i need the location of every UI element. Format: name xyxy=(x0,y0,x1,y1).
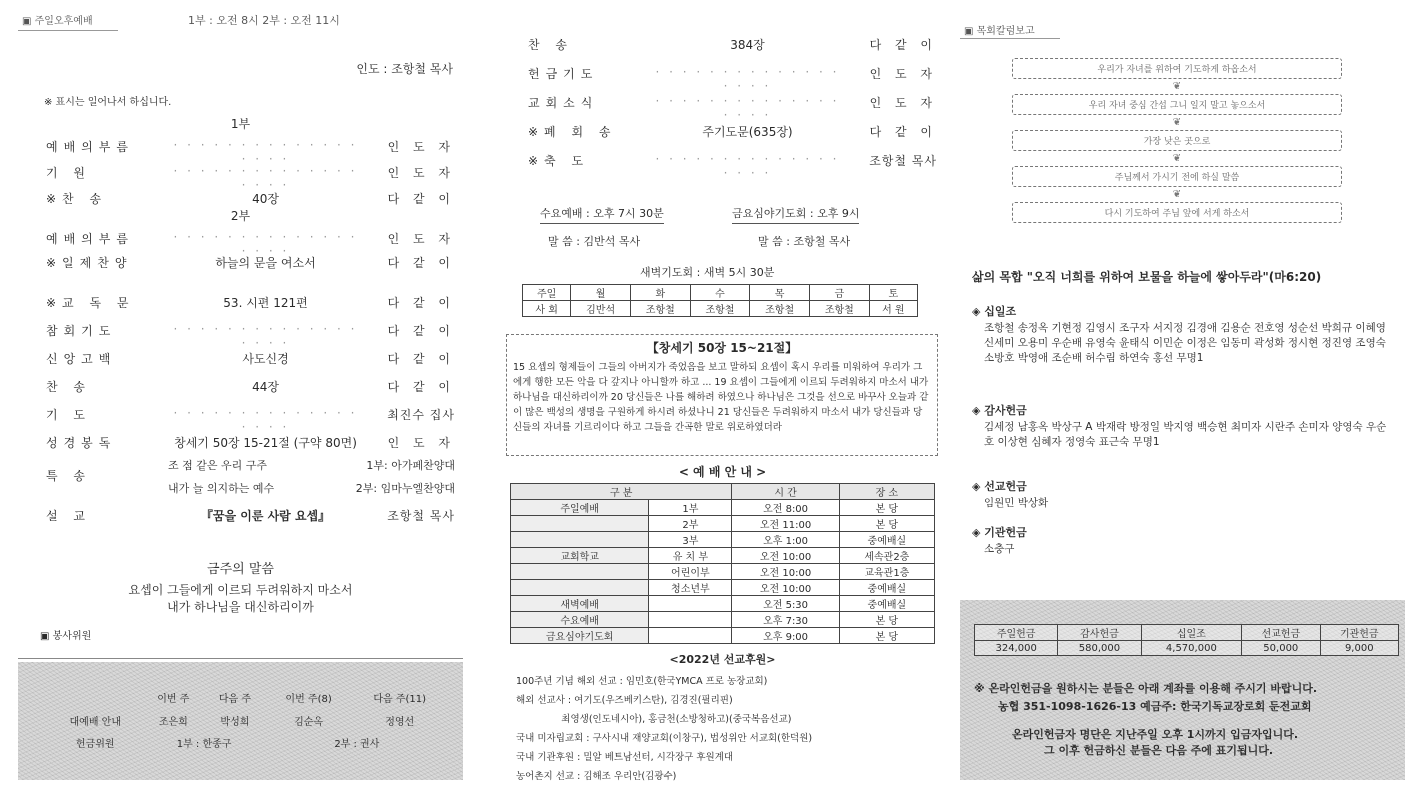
order-label: 찬 송 xyxy=(528,38,573,52)
dawn-leader: 조항철 xyxy=(750,301,810,317)
servants-bottom-label: 헌금위원 xyxy=(75,739,115,750)
ornament-icon: ❦ xyxy=(1172,153,1182,164)
divider xyxy=(960,38,1060,39)
guide-row xyxy=(511,612,935,628)
diamond-bullet-icon: ◈ xyxy=(972,526,985,539)
order-content: · · · · · · · · · · · · · · · · · · xyxy=(655,152,840,180)
order-leader: 다 같 이 xyxy=(869,125,937,139)
guide-cell: 중예배실 xyxy=(839,580,934,596)
guide-row xyxy=(511,516,935,532)
guide-row xyxy=(511,628,935,644)
order-leader: 인 도 자 xyxy=(387,436,455,450)
guide-cell: 어린이부 xyxy=(649,564,732,580)
wednesday-speaker: 말 씀 : 김반석 목사 xyxy=(548,235,641,248)
column-card-text: 주님께서 가시기 전에 하실 말씀 xyxy=(1114,173,1240,183)
order-content: 384장 xyxy=(730,38,765,52)
guide-cell xyxy=(649,612,732,628)
weekly-verse-line1: 요셉이 그들에게 이르되 두려워하지 마소서 xyxy=(128,583,353,597)
section-header xyxy=(964,22,1035,37)
order-content: 주기도문(635장) xyxy=(702,125,793,139)
wednesday-service: 수요예배 : 오후 7시 30분 xyxy=(540,205,664,224)
dawn-leader: 김반석 xyxy=(571,301,631,317)
sermon-title: 『꿈을 이룬 사람 요셉』 xyxy=(200,509,331,523)
guide-cell: 본 당 xyxy=(839,516,934,532)
mission-list xyxy=(516,672,936,786)
order-label: 참회기도 xyxy=(46,324,117,338)
order-leader: 조항철 목사 xyxy=(869,154,937,168)
order-content: 하늘의 문을 여소서 xyxy=(215,256,316,270)
worship-guide-title: < 예 배 안 내 > xyxy=(678,465,767,479)
header-bullet-icon: ▣ xyxy=(22,16,32,27)
servants-val-4: 정영선 xyxy=(385,716,415,728)
order-content: · · · · · · · · · · · · · · · · · · xyxy=(173,164,358,192)
order-row xyxy=(18,322,463,350)
order-content: 44장 xyxy=(252,380,279,394)
guide-cell: 오전 8:00 xyxy=(732,500,839,516)
order-content: · · · · · · · · · · · · · · · · · · xyxy=(655,65,840,93)
guide-head-time: 시 간 xyxy=(732,484,839,500)
column-announcements xyxy=(500,0,945,797)
section-header xyxy=(22,12,93,27)
mission-item: 국내 기관후원 : 밀알 베트남선터, 시각장구 후원계대 xyxy=(516,752,734,763)
ornament-icon: ❦ xyxy=(1172,189,1182,200)
friday-service: 금요심야기도회 : 오후 9시 xyxy=(732,205,859,224)
offering-section-label: 선교헌금 xyxy=(984,480,1027,493)
order-row xyxy=(18,254,463,274)
column-card-text: 가장 낮은 곳으로 xyxy=(1143,137,1211,147)
column-order-of-worship xyxy=(18,0,463,797)
guide-cell xyxy=(511,564,649,580)
dawn-day: 수 xyxy=(690,285,750,301)
order-label: 성경봉독 xyxy=(46,436,117,450)
dawn-leader: 조항철 xyxy=(809,301,869,317)
order-row xyxy=(18,190,463,210)
guide-cell: 오전 10:00 xyxy=(732,580,839,596)
order-row xyxy=(500,65,945,93)
servants-col-4: 다음 주(11) xyxy=(373,694,427,705)
order-row xyxy=(500,152,945,180)
column-cards xyxy=(1012,58,1342,233)
sermon-preacher: 조항철 목사 xyxy=(387,509,455,523)
diamond-bullet-icon: ◈ xyxy=(972,305,985,318)
leader-label: 인도 : 조항철 목사 xyxy=(356,62,453,76)
guide-cell: 교육관1층 xyxy=(839,564,934,580)
servants-icon: ▣ xyxy=(40,631,50,642)
guide-cell: 세속관2층 xyxy=(839,548,934,564)
order-row xyxy=(18,434,463,454)
order-label: ※폐 회 송 xyxy=(528,125,617,139)
order-row xyxy=(18,406,463,434)
order-leader: 인 도 자 xyxy=(387,140,455,154)
offering-section-names: 조항철 송정옥 기현정 김영시 조구자 서지정 김경애 김용순 전호영 성순선 박희규 이혜영 신세미 오용미 우순배 유영숙 윤태식 이민순 이정은 임동미 곽성화 정시현 정진영 조영숙 소방호 박영애 조순배 허수림 하연숙 홍선 무명1 xyxy=(984,322,1386,364)
order-label: ※찬 송 xyxy=(46,192,108,206)
servants-val-3: 김순옥 xyxy=(294,716,324,728)
bank-account: 농협 351-1098-1626-13 예금주: 한국기독교장로회 둔전교회 xyxy=(998,700,1312,713)
order-content: 40장 xyxy=(252,192,279,206)
dawn-prayer-title: 새벽기도회 : 새벽 5시 30분 xyxy=(640,266,775,279)
totals-value-cell: 324,000 xyxy=(975,641,1058,656)
weekly-verse-line2: 내가 하나님을 대신하리이까 xyxy=(167,600,314,614)
totals-head-cell: 주일헌금 xyxy=(975,625,1058,641)
guide-cell: 중예배실 xyxy=(839,596,934,612)
order-row xyxy=(18,350,463,370)
guide-row xyxy=(511,580,935,596)
offering-section-title xyxy=(972,402,1027,418)
order-leader: 최진수 집사 xyxy=(387,408,455,422)
guide-row xyxy=(511,500,935,516)
table-cell xyxy=(48,690,143,705)
totals-head-cell: 선교헌금 xyxy=(1242,625,1320,641)
order-label: 기 도 xyxy=(46,408,91,422)
online-offering-note1: 온라인헌금자 명단은 지난주일 오후 1시까지 입금자입니다. xyxy=(1012,728,1299,741)
offering-section-names: 임원민 박상화 xyxy=(984,497,1049,509)
guide-cell xyxy=(649,628,732,644)
guide-cell: 금요심야기도회 xyxy=(511,628,649,644)
servants-bottom-1: 1부 : 한종구 xyxy=(176,739,232,750)
dawn-leader: 서 원 xyxy=(869,301,917,317)
part1-title: 1부 xyxy=(230,117,251,131)
guide-cell: 교회학교 xyxy=(511,548,649,564)
guide-row xyxy=(511,532,935,548)
servants-table xyxy=(48,690,448,750)
guide-cell: 오후 7:30 xyxy=(732,612,839,628)
order-row xyxy=(18,230,463,258)
guide-cell: 중예배실 xyxy=(839,532,934,548)
guide-row xyxy=(511,548,935,564)
order-row xyxy=(500,36,945,56)
guide-cell xyxy=(511,580,649,596)
offering-section-label: 십일조 xyxy=(984,305,1017,318)
order-leader: 인 도 자 xyxy=(387,232,455,246)
order-leader: 인 도 자 xyxy=(869,67,937,81)
dawn-leader: 조항철 xyxy=(630,301,690,317)
dawn-day: 목 xyxy=(750,285,810,301)
guide-cell: 2부 xyxy=(649,516,732,532)
guide-cell: 본 당 xyxy=(839,612,934,628)
guide-head-place: 장 소 xyxy=(839,484,934,500)
order-label: 예배의부름 xyxy=(46,140,134,154)
column-card xyxy=(1012,202,1342,223)
order-content: 53. 시편 121편 xyxy=(223,296,308,310)
online-offering-notice: ※ 온라인헌금을 원하시는 분들은 아래 계좌를 이용해 주시기 바랍니다. xyxy=(974,682,1318,695)
guide-cell: 주일예배 xyxy=(511,500,649,516)
totals-value-cell: 580,000 xyxy=(1058,641,1141,656)
dawn-day: 토 xyxy=(869,285,917,301)
dawn-leader: 조항철 xyxy=(690,301,750,317)
offering-section-label: 기관헌금 xyxy=(984,526,1027,539)
order-label: 예배의부름 xyxy=(46,232,134,246)
servants-val-1: 조은희 xyxy=(158,716,188,728)
order-content: · · · · · · · · · · · · · · · · · · xyxy=(173,230,358,258)
diamond-bullet-icon: ◈ xyxy=(972,404,985,417)
guide-cell: 오후 9:00 xyxy=(732,628,839,644)
divider xyxy=(18,30,118,31)
mission-item: 농어촌지 선교 : 김해조 우리안(김광수) xyxy=(516,771,677,782)
column-card xyxy=(1012,166,1342,187)
divider xyxy=(18,658,463,659)
worship-guide-table xyxy=(510,483,935,644)
totals-value-cell: 50,000 xyxy=(1242,641,1320,656)
order-leader: 다 같 이 xyxy=(387,380,455,394)
guide-cell: 오전 5:30 xyxy=(732,596,839,612)
offering-section-title xyxy=(972,524,1027,540)
offering-section-names: 소충구 xyxy=(984,543,1015,555)
order-label: 교회소식 xyxy=(528,96,599,110)
order-leader: 다 같 이 xyxy=(869,38,937,52)
offering-section-title xyxy=(972,303,1016,319)
guide-cell: 수요예배 xyxy=(511,612,649,628)
guide-cell: 본 당 xyxy=(839,628,934,644)
column-card-text: 우리가 자녀를 위하여 기도하게 하옵소서 xyxy=(1097,65,1257,75)
online-offering-note2: 그 이후 헌금하신 분들은 다음 주에 표기됩니다. xyxy=(1044,744,1274,757)
order-content: · · · · · · · · · · · · · · · · · · xyxy=(173,322,358,350)
order-row xyxy=(18,164,463,192)
order-label: ※교 독 문 xyxy=(46,296,135,310)
header-title: 목회칼럼보고 xyxy=(976,26,1035,37)
dawn-day: 주일 xyxy=(523,285,571,301)
column-card xyxy=(1012,94,1342,115)
totals-value-cell: 4,570,000 xyxy=(1141,641,1241,656)
guide-cell xyxy=(511,516,649,532)
column-offering-report xyxy=(960,0,1405,797)
guide-row xyxy=(511,564,935,580)
mission-item: 100주년 기념 해외 선교 : 임민호(한국YMCA 프로 농장교회) xyxy=(516,676,768,687)
totals-head-cell: 기관헌금 xyxy=(1320,625,1398,641)
dawn-day: 화 xyxy=(630,285,690,301)
column-card xyxy=(1012,58,1342,79)
order-row xyxy=(18,138,463,166)
scripture-title: 【창세기 50장 15~21절】 xyxy=(646,341,798,355)
totals-value-cell: 9,000 xyxy=(1320,641,1398,656)
order-content: 사도신경 xyxy=(242,352,289,366)
guide-cell: 3부 xyxy=(649,532,732,548)
order-content: · · · · · · · · · · · · · · · · · · xyxy=(173,138,358,166)
guide-cell xyxy=(511,532,649,548)
order-label: ※일제찬양 xyxy=(46,256,133,270)
order-leader: 다 같 이 xyxy=(387,352,455,366)
special-song-1-choir: 1부: 아가페찬양대 xyxy=(366,459,455,472)
offering-section-title xyxy=(972,478,1027,494)
header-bullet-icon: ▣ xyxy=(964,26,974,37)
dawn-day: 월 xyxy=(571,285,631,301)
totals-head-cell: 십일조 xyxy=(1141,625,1241,641)
offering-section-label: 감사헌금 xyxy=(984,404,1027,417)
dawn-leader: 사 회 xyxy=(523,301,571,317)
order-label: 신앙고백 xyxy=(46,352,117,366)
servants-val-2: 박성희 xyxy=(220,716,250,728)
special-song-label: 특 송 xyxy=(46,469,91,483)
order-label: ※축 도 xyxy=(528,154,590,168)
servants-col-3: 이번 주(8) xyxy=(285,694,332,705)
guide-cell: 1부 xyxy=(649,500,732,516)
mission-item: 국내 미자립교회 : 구사시내 재양교회(이창구), 법성위안 서교회(한덕원) xyxy=(516,733,813,744)
guide-cell: 오전 10:00 xyxy=(732,564,839,580)
servants-bottom-2: 2부 : 권사 xyxy=(334,739,380,750)
guide-row xyxy=(511,596,935,612)
servants-col-1: 이번 주 xyxy=(157,694,190,705)
order-content: · · · · · · · · · · · · · · · · · · xyxy=(173,406,358,434)
dawn-day: 금 xyxy=(809,285,869,301)
ornament-icon: ❦ xyxy=(1172,117,1182,128)
order-row xyxy=(500,123,945,143)
special-song-2-choir: 2부: 임마누엘찬양대 xyxy=(355,482,455,495)
servants-row-label: 대예배 안내 xyxy=(69,716,121,728)
offering-totals-table xyxy=(974,624,1399,656)
order-label: 기 원 xyxy=(46,166,91,180)
servants-title xyxy=(40,627,91,642)
order-leader: 다 같 이 xyxy=(387,296,455,310)
mission-item: 최영생(인도네시아), 홍금천(소방청하고)(중국복음선교) xyxy=(516,714,792,725)
order-row xyxy=(18,378,463,398)
offering-totals-area xyxy=(960,600,1405,780)
part2-title: 2부 xyxy=(230,209,251,223)
guide-cell: 오후 1:00 xyxy=(732,532,839,548)
column-card xyxy=(1012,130,1342,151)
order-content: · · · · · · · · · · · · · · · · · · xyxy=(655,94,840,122)
guide-cell: 청소년부 xyxy=(649,580,732,596)
scripture-box xyxy=(506,334,938,456)
header-title: 주일오후예배 xyxy=(34,16,93,27)
guide-cell: 유 치 부 xyxy=(649,548,732,564)
offering-verse: 삶의 목합 "오직 너희를 위하여 보물을 하늘에 쌓아두라"(마6:20) xyxy=(972,270,1322,284)
servants-title-text: 봉사위원 xyxy=(52,631,92,642)
sermon-label: 설 교 xyxy=(46,509,91,523)
standing-note: ※ 표시는 일어나서 하십니다. xyxy=(44,97,172,108)
order-row xyxy=(500,94,945,122)
mission-title: <2022년 선교후원> xyxy=(669,653,776,666)
dawn-prayer-table xyxy=(522,284,918,317)
weekly-verse-title: 금주의 말씀 xyxy=(207,562,274,577)
order-content: 창세기 50장 15-21절 (구약 80면) xyxy=(174,436,357,450)
guide-cell: 새벽예배 xyxy=(511,596,649,612)
offering-section-names: 김세정 남홍옥 박상구 A 박재락 방정일 박지영 백승현 최미자 시란주 손미자 양영숙 우순호 이상현 심혜자 정영숙 표근숙 무명1 xyxy=(984,421,1387,448)
order-row xyxy=(18,294,463,314)
order-leader: 인 도 자 xyxy=(387,166,455,180)
ornament-icon: ❦ xyxy=(1172,81,1182,92)
order-leader: 인 도 자 xyxy=(869,96,937,110)
special-song-2: 내가 늘 의지하는 예수 xyxy=(168,482,275,495)
guide-cell: 오전 11:00 xyxy=(732,516,839,532)
servants-col-2: 다음 주 xyxy=(218,694,251,705)
column-card-text: 다시 기도하여 주님 앞에 서게 하소서 xyxy=(1104,209,1250,219)
order-leader: 다 같 이 xyxy=(387,192,455,206)
guide-cell: 본 당 xyxy=(839,500,934,516)
order-leader: 다 같 이 xyxy=(387,324,455,338)
order-label: 헌금기도 xyxy=(528,67,599,81)
order-label: 찬 송 xyxy=(46,380,91,394)
service-times: 1부 : 오전 8시 2부 : 오전 11시 xyxy=(188,14,340,27)
mission-item: 해외 선교사 : 여기도(우즈베키스탄), 김경진(필리핀) xyxy=(516,695,733,706)
special-song-1: 조 점 같은 우리 구주 xyxy=(168,459,267,472)
guide-head-category: 구 분 xyxy=(511,484,732,500)
sermon-row xyxy=(18,507,463,527)
column-card-text: 우리 자녀 중심 간섭 그니 일지 말고 놓으소서 xyxy=(1088,101,1266,111)
servants-table-area xyxy=(18,662,463,780)
totals-head-cell: 감사헌금 xyxy=(1058,625,1141,641)
guide-cell: 오전 10:00 xyxy=(732,548,839,564)
scripture-text: 15 요셉의 형제들이 그들의 아버지가 죽었음을 보고 말하되 요셉이 혹시 우리를 미워하여 우리가 그에게 행한 모든 악을 다 갚지나 아니할까 하고 ... 19 요셉이 그들에게 이르되 두려워하지 마소서 내가 하나님을 대신하리이까 20 당신들은 나를 해하려 하였으나 하나님은 그것을 선으로 바꾸사 오늘과 같이 많은 백성의 생명을 구원하게 하시려 하셨나니 21 당신들은 두려워하지 마소서 내가 당신들과 당신들의 자녀를 기르리이다 하고 그들을 간곡한 말로 위로하였더라 xyxy=(513,362,929,433)
diamond-bullet-icon: ◈ xyxy=(972,480,985,493)
friday-speaker: 말 씀 : 조항철 목사 xyxy=(758,235,851,248)
guide-cell xyxy=(649,596,732,612)
order-leader: 다 같 이 xyxy=(387,256,455,270)
